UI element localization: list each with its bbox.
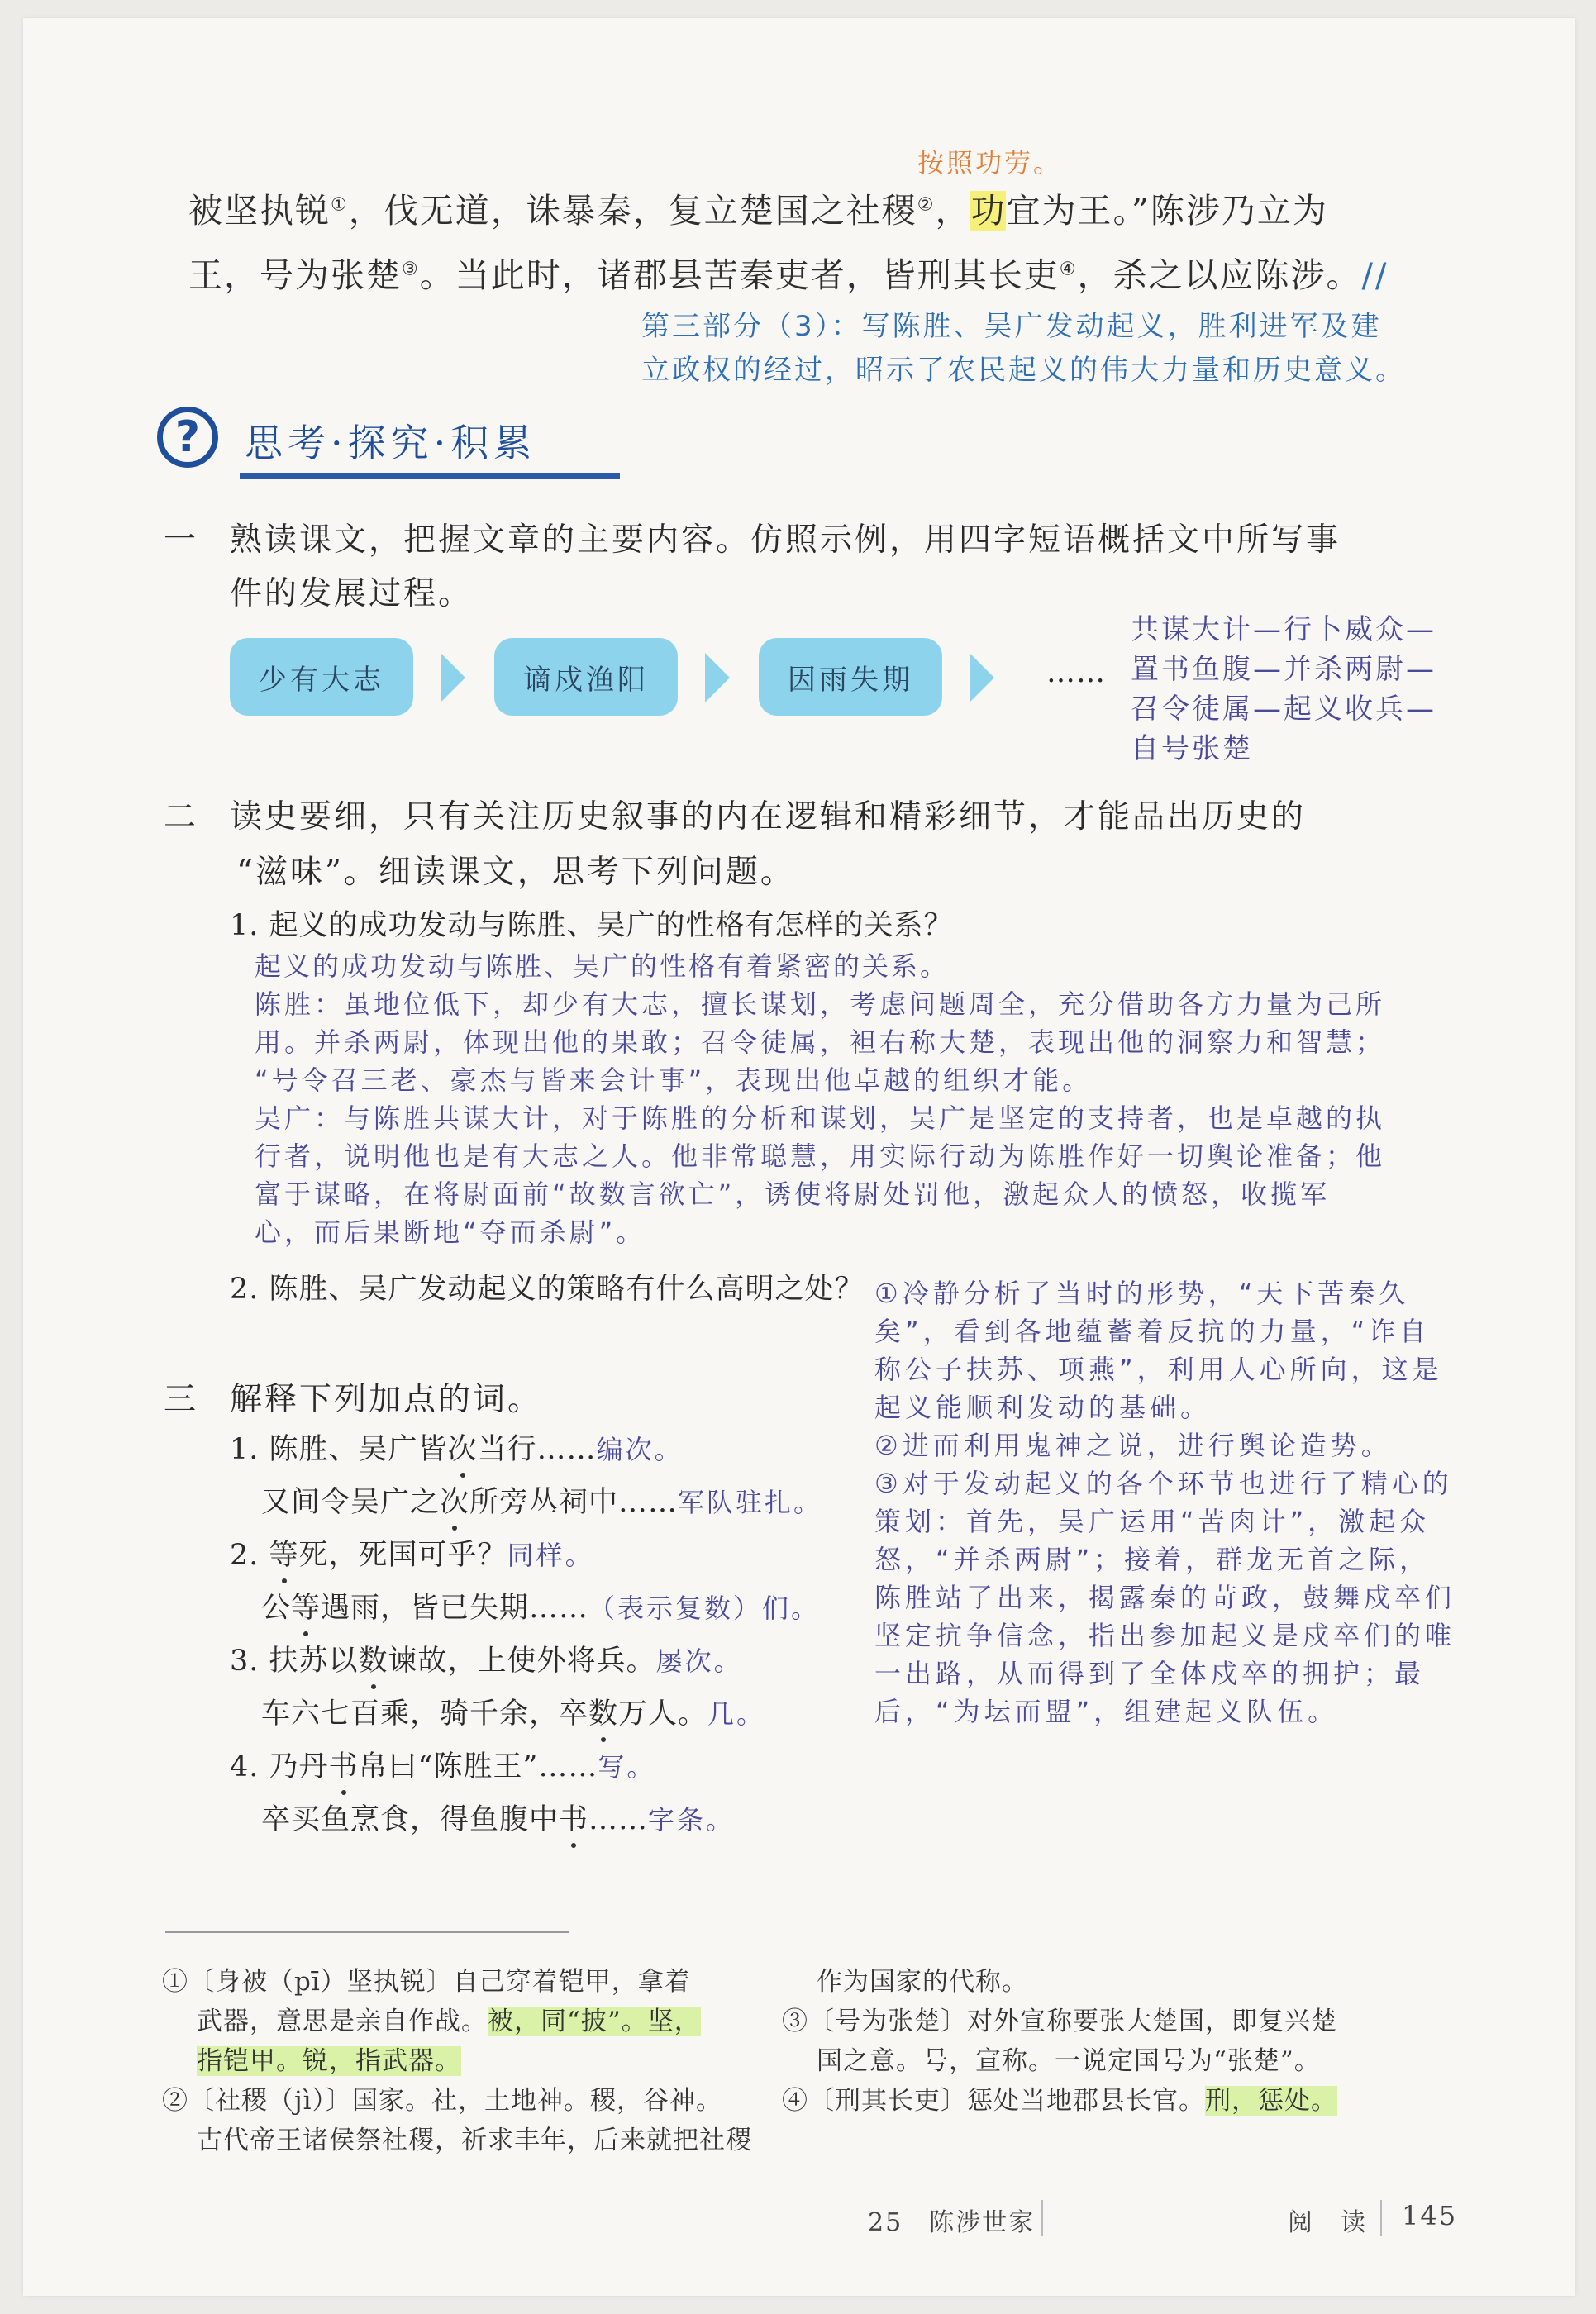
vocab-item <box>261 1479 822 1521</box>
handwritten-answer: 坚定抗争信念，指出参加起义是戍卒们的唯 <box>874 1620 1456 1651</box>
ellipsis: …… <box>1046 656 1106 689</box>
lesson-title: 25 陈涉世家 <box>868 2208 1036 2237</box>
handwritten-answer: 后，“为坛而盟”，组建起义队伍。 <box>874 1696 1339 1727</box>
vocab-item <box>230 1744 655 1785</box>
text-span: 当行…… <box>477 1433 597 1466</box>
text-span: 2. <box>230 1539 269 1572</box>
footnote-divider <box>165 1931 569 1933</box>
flow-step-label: 谪戍渔阳 <box>523 663 649 697</box>
handwritten-answer: ①冷静分析了当时的形势，“天下苦秦久 <box>874 1278 1410 1309</box>
handwritten-answer: 写。 <box>598 1751 656 1783</box>
arrow-right-icon <box>705 653 730 702</box>
footnote-ref[interactable]: ③ <box>402 259 420 280</box>
unit-label: 阅 读 <box>1288 2208 1367 2237</box>
handwritten-answer: 置书鱼腹—并杀两尉— <box>1131 653 1436 686</box>
vocab-item <box>230 1638 743 1679</box>
vocab-item <box>261 1797 735 1838</box>
arrow-right-icon <box>970 653 994 702</box>
handwritten-answer: 起义能顺利发动的基础。 <box>874 1392 1212 1423</box>
handwritten-answer: 屡次。 <box>655 1645 743 1677</box>
handwritten-answer: 陈胜：虽地位低下，却少有大志，擅长谋划，考虑问题周全，充分借助各方力量为己所 <box>255 988 1386 1020</box>
dotted-word: 次 <box>440 1479 469 1521</box>
question-text: “滋味”。细读课文，思考下列问题。 <box>236 854 795 891</box>
flow-step <box>759 638 942 716</box>
text-span: 被坚执锐 <box>188 191 331 231</box>
dotted-word: 次 <box>448 1426 478 1468</box>
icon-glyph: ? <box>174 412 201 462</box>
footnote: 作为国家的代称。 <box>817 1967 1028 1997</box>
footnote: ③〔号为张楚〕对外宣称要张大楚国，即复兴楚 <box>782 2007 1337 2036</box>
text-span: …… <box>588 1803 649 1836</box>
text-span: ④〔刑其长吏〕惩处当地郡县长官。 <box>782 2086 1205 2116</box>
flow-step-label: 少有大志 <box>259 663 384 697</box>
handwritten-answer: 军队驻扎。 <box>678 1487 823 1518</box>
handwritten-annotation: 按照功劳。 <box>917 147 1063 179</box>
handwritten-answer: 召令徒属—起义收兵— <box>1131 693 1436 726</box>
sub-question: 1. 起义的成功发动与陈胜、吴广的性格有怎样的关系？ <box>230 909 954 942</box>
footer-divider <box>1380 2200 1382 2236</box>
text-span: 又间令吴广之 <box>261 1486 441 1519</box>
handwritten-answer: 怒，“并杀两尉”；接着，群龙无首之际， <box>874 1544 1431 1575</box>
text-span: 所旁丛祠中…… <box>469 1486 679 1519</box>
dotted-word: 书 <box>559 1797 588 1838</box>
handwritten-answer: 策划：首先，吴广运用“苦肉计”，激起众 <box>874 1506 1431 1537</box>
footnote <box>197 2000 701 2037</box>
question-number: 三 <box>164 1381 197 1418</box>
footnote-ref[interactable]: ① <box>331 194 349 216</box>
paragraph-line <box>188 248 1389 297</box>
handwritten-answer: 富于谋略，在将尉面前“故数言欲亡”，诱使将尉处罚他，激起众人的愤怒，收揽军 <box>255 1178 1331 1210</box>
handwritten-answer: 用。并杀两尉，体现出他的果敢；召令徒属，袒右称大楚，表现出他的洞察力和智慧； <box>255 1026 1386 1058</box>
text-span: 死，死国可乎？ <box>298 1539 507 1572</box>
dotted-word: 书 <box>329 1744 359 1785</box>
textbook-page <box>23 18 1575 2296</box>
handwritten-answer: 起义的成功发动与陈胜、吴广的性格有着紧密的关系。 <box>255 950 950 982</box>
footnote: 国之意。号，宣称。一说定国号为“张楚”。 <box>817 2046 1321 2076</box>
handwritten-answer: “号令召三老、豪杰与皆来会计事”，表现出他卓越的组织才能。 <box>255 1064 1093 1096</box>
text-span: 车六七百乘，骑千余，卒 <box>261 1697 589 1731</box>
text-span: 4. 乃丹 <box>230 1750 329 1783</box>
handwritten-answer: 心，而后果断地“夺而杀尉”。 <box>255 1217 646 1248</box>
dotted-word: 数 <box>359 1638 388 1679</box>
footnote: 古代帝王诸侯祭社稷，祈求丰年，后来就把社稷 <box>197 2126 752 2155</box>
footnote: ①〔身被（pī）坚执锐〕自己穿着铠甲，拿着 <box>162 1967 691 1997</box>
footnote-ref[interactable]: ④ <box>1059 259 1078 280</box>
text-span: ， <box>935 191 971 231</box>
text-span: 卒买鱼烹食，得鱼腹中 <box>261 1803 560 1836</box>
footer-divider <box>1041 2200 1043 2236</box>
flow-step-label: 因雨失期 <box>788 663 913 697</box>
question-mark-icon <box>157 407 218 468</box>
text-span: 帛曰“陈胜王”…… <box>358 1750 598 1783</box>
question-number: 一 <box>164 521 197 559</box>
handwritten-answer: 几。 <box>707 1698 766 1730</box>
question-text: 熟读课文，把握文章的主要内容。仿照示例，用四字短语概括文中所写事 <box>230 521 1341 559</box>
highlighted-word: 功 <box>970 191 1007 231</box>
highlighted-text: 被，同“披”。坚， <box>488 2007 701 2036</box>
handwritten-answer: 一出路，从而得到了全体戍卒的拥护；最 <box>874 1658 1426 1689</box>
handwritten-answer: （表示复数）们。 <box>588 1593 821 1624</box>
question-text: 解释下列加点的词。 <box>230 1381 543 1418</box>
handwritten-answer: 自号张楚 <box>1131 732 1253 765</box>
text-span: 武器，意思是亲自作战。 <box>197 2007 488 2036</box>
vocab-item <box>230 1426 684 1468</box>
footnote-ref[interactable]: ② <box>917 194 936 216</box>
text-span: 万人。 <box>618 1697 708 1731</box>
question-text: 件的发展过程。 <box>230 575 474 612</box>
handwritten-note: 立政权的经过，昭示了农民起义的伟大力量和历史意义。 <box>641 354 1406 387</box>
page-number: 145 <box>1402 2200 1458 2231</box>
handwritten-answer: ③对于发动起义的各个环节也进行了精心的 <box>874 1468 1453 1499</box>
handwritten-note: 第三部分（3）：写陈胜、吴广发动起义，胜利进军及建 <box>641 310 1382 343</box>
text-span: 谏故，上使外将兵。 <box>388 1645 656 1678</box>
handwritten-answer: 同样。 <box>507 1540 594 1571</box>
paragraph-line <box>188 183 1328 232</box>
vocab-item <box>261 1691 765 1732</box>
text-span: 3. 扶苏以 <box>230 1645 359 1678</box>
dotted-word: 等 <box>269 1532 299 1574</box>
text-span: ，伐无道，诛暴秦，复立楚国之社稷 <box>348 191 917 231</box>
text-span: 宜为王。”陈涉乃立为 <box>1006 191 1328 231</box>
sub-question: 2. 陈胜、吴广发动起义的策略有什么高明之处？ <box>230 1273 865 1306</box>
handwritten-answer: ②进而利用鬼神之说，进行舆论造势。 <box>874 1430 1392 1461</box>
dotted-word: 数 <box>588 1691 618 1732</box>
text-span: 公 <box>261 1592 292 1625</box>
footnote: ②〔社稷（jì）〕国家。社，土地神。稷，谷神。 <box>162 2086 723 2116</box>
handwritten-answer: 陈胜站了出来，揭露秦的苛政，鼓舞戍卒们 <box>874 1582 1456 1613</box>
dotted-word: 等 <box>291 1585 321 1626</box>
vocab-item <box>261 1585 820 1626</box>
text-span: 1. 陈胜、吴广皆 <box>230 1433 448 1466</box>
handwritten-answer: 吴广：与陈胜共谋大计，对于陈胜的分析和谋划，吴广是坚定的支持者，也是卓越的执 <box>255 1102 1386 1134</box>
handwritten-answer: 编次。 <box>596 1434 684 1465</box>
highlighted-text: 指铠甲。锐，指武器。 <box>197 2046 461 2076</box>
handwritten-answer: 字条。 <box>648 1804 736 1835</box>
text-span: 。当此时，诸郡县苦秦吏者，皆刑其长吏 <box>419 255 1060 295</box>
handwritten-mark: // <box>1361 257 1389 295</box>
title-underline <box>240 473 620 479</box>
handwritten-answer: 称公子扶苏、项燕”，利用人心所向，这是 <box>874 1354 1443 1385</box>
flow-step <box>494 638 678 716</box>
question-text: 读史要细，只有关注历史叙事的内在逻辑和精彩细节，才能品出历史的 <box>230 798 1307 836</box>
handwritten-answer: 行者，说明他也是有大志之人。他非常聪慧，用实际行动为陈胜作好一切舆论准备；他 <box>255 1140 1386 1172</box>
vocab-item <box>230 1532 594 1574</box>
highlighted-text: 刑，惩处。 <box>1205 2086 1337 2116</box>
handwritten-answer: 共谋大计—行卜威众— <box>1131 613 1436 646</box>
arrow-right-icon <box>441 653 465 702</box>
footnote <box>782 2079 1337 2116</box>
text-span: 王，号为张楚 <box>188 255 402 295</box>
section-title: 思考·探究·积累 <box>245 421 537 465</box>
footnote <box>197 2040 461 2077</box>
flow-step <box>230 638 413 716</box>
text-span: 遇雨，皆已失期…… <box>321 1592 589 1625</box>
text-span: ，杀之以应陈涉。 <box>1077 255 1362 295</box>
handwritten-answer: 矣”，看到各地蕴蓄着反抗的力量，“诈自 <box>874 1316 1431 1347</box>
question-number: 二 <box>164 798 197 836</box>
